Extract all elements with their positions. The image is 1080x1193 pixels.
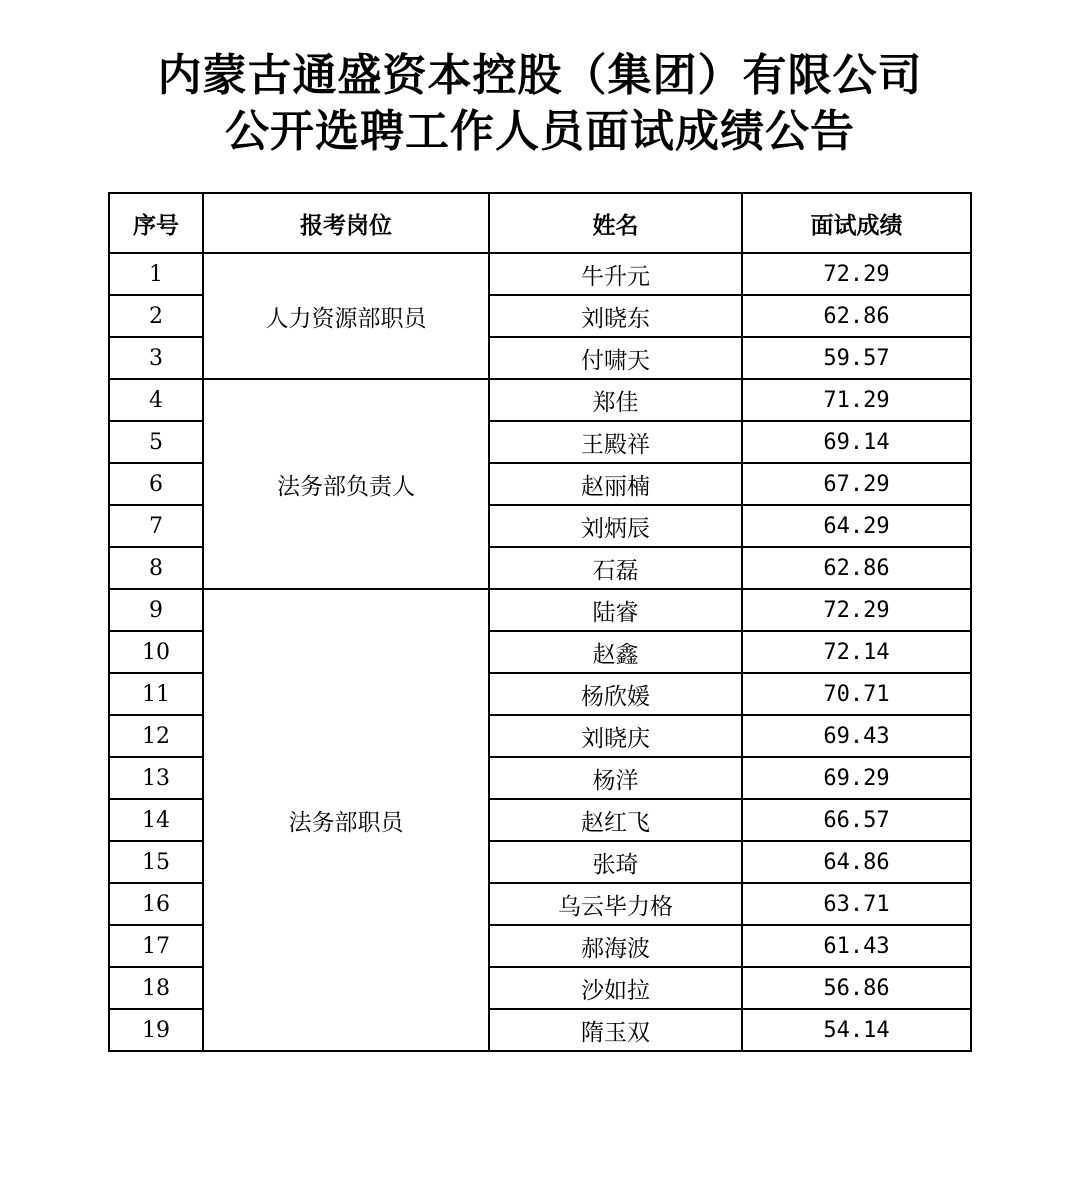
table-row [109, 589, 971, 631]
row-no: 16 [109, 883, 203, 925]
interview-scores-table [108, 192, 972, 1052]
row-name: 赵鑫 [489, 631, 742, 673]
row-score: 69.29 [742, 757, 971, 799]
position-cell: 法务部职员 [203, 589, 489, 1051]
row-no: 17 [109, 925, 203, 967]
row-name: 赵红飞 [489, 799, 742, 841]
row-name: 陆睿 [489, 589, 742, 631]
row-no: 11 [109, 673, 203, 715]
row-name: 刘晓东 [489, 295, 742, 337]
row-score: 72.29 [742, 589, 971, 631]
row-name: 郑佳 [489, 379, 742, 421]
row-score: 54.14 [742, 1009, 971, 1051]
table-body [109, 253, 971, 1051]
row-score: 72.29 [742, 253, 971, 295]
row-name: 刘晓庆 [489, 715, 742, 757]
row-score: 70.71 [742, 673, 971, 715]
row-no: 4 [109, 379, 203, 421]
row-score: 71.29 [742, 379, 971, 421]
row-score: 56.86 [742, 967, 971, 1009]
row-no: 14 [109, 799, 203, 841]
row-score: 62.86 [742, 547, 971, 589]
table-header [109, 193, 971, 253]
row-score: 69.14 [742, 421, 971, 463]
row-name: 牛升元 [489, 253, 742, 295]
row-score: 64.29 [742, 505, 971, 547]
row-no: 2 [109, 295, 203, 337]
row-no: 12 [109, 715, 203, 757]
row-name: 沙如拉 [489, 967, 742, 1009]
header-position: 报考岗位 [203, 193, 489, 253]
row-no: 5 [109, 421, 203, 463]
row-name: 隋玉双 [489, 1009, 742, 1051]
row-no: 18 [109, 967, 203, 1009]
row-score: 69.43 [742, 715, 971, 757]
row-score: 66.57 [742, 799, 971, 841]
document-title-line-1: 内蒙古通盛资本控股（集团）有限公司 [157, 50, 923, 101]
table-row [109, 379, 971, 421]
row-name: 赵丽楠 [489, 463, 742, 505]
row-name: 乌云毕力格 [489, 883, 742, 925]
row-name: 石磊 [489, 547, 742, 589]
row-no: 3 [109, 337, 203, 379]
row-name: 张琦 [489, 841, 742, 883]
row-no: 15 [109, 841, 203, 883]
row-name: 刘炳辰 [489, 505, 742, 547]
row-score: 61.43 [742, 925, 971, 967]
position-cell: 法务部负责人 [203, 379, 489, 589]
position-cell: 人力资源部职员 [203, 253, 489, 379]
row-no: 7 [109, 505, 203, 547]
row-score: 63.71 [742, 883, 971, 925]
row-no: 6 [109, 463, 203, 505]
row-name: 王殿祥 [489, 421, 742, 463]
row-no: 8 [109, 547, 203, 589]
row-score: 67.29 [742, 463, 971, 505]
row-score: 72.14 [742, 631, 971, 673]
table-row [109, 253, 971, 295]
row-score: 64.86 [742, 841, 971, 883]
row-no: 10 [109, 631, 203, 673]
row-no: 9 [109, 589, 203, 631]
row-score: 59.57 [742, 337, 971, 379]
header-name: 姓名 [489, 193, 742, 253]
header-no: 序号 [109, 193, 203, 253]
row-name: 郝海波 [489, 925, 742, 967]
header-score: 面试成绩 [742, 193, 971, 253]
row-name: 杨洋 [489, 757, 742, 799]
row-no: 19 [109, 1009, 203, 1051]
row-no: 13 [109, 757, 203, 799]
row-no: 1 [109, 253, 203, 295]
document-title-line-2: 公开选聘工作人员面试成绩公告 [225, 106, 855, 157]
row-name: 付啸天 [489, 337, 742, 379]
row-name: 杨欣媛 [489, 673, 742, 715]
header-row [109, 193, 971, 253]
row-score: 62.86 [742, 295, 971, 337]
